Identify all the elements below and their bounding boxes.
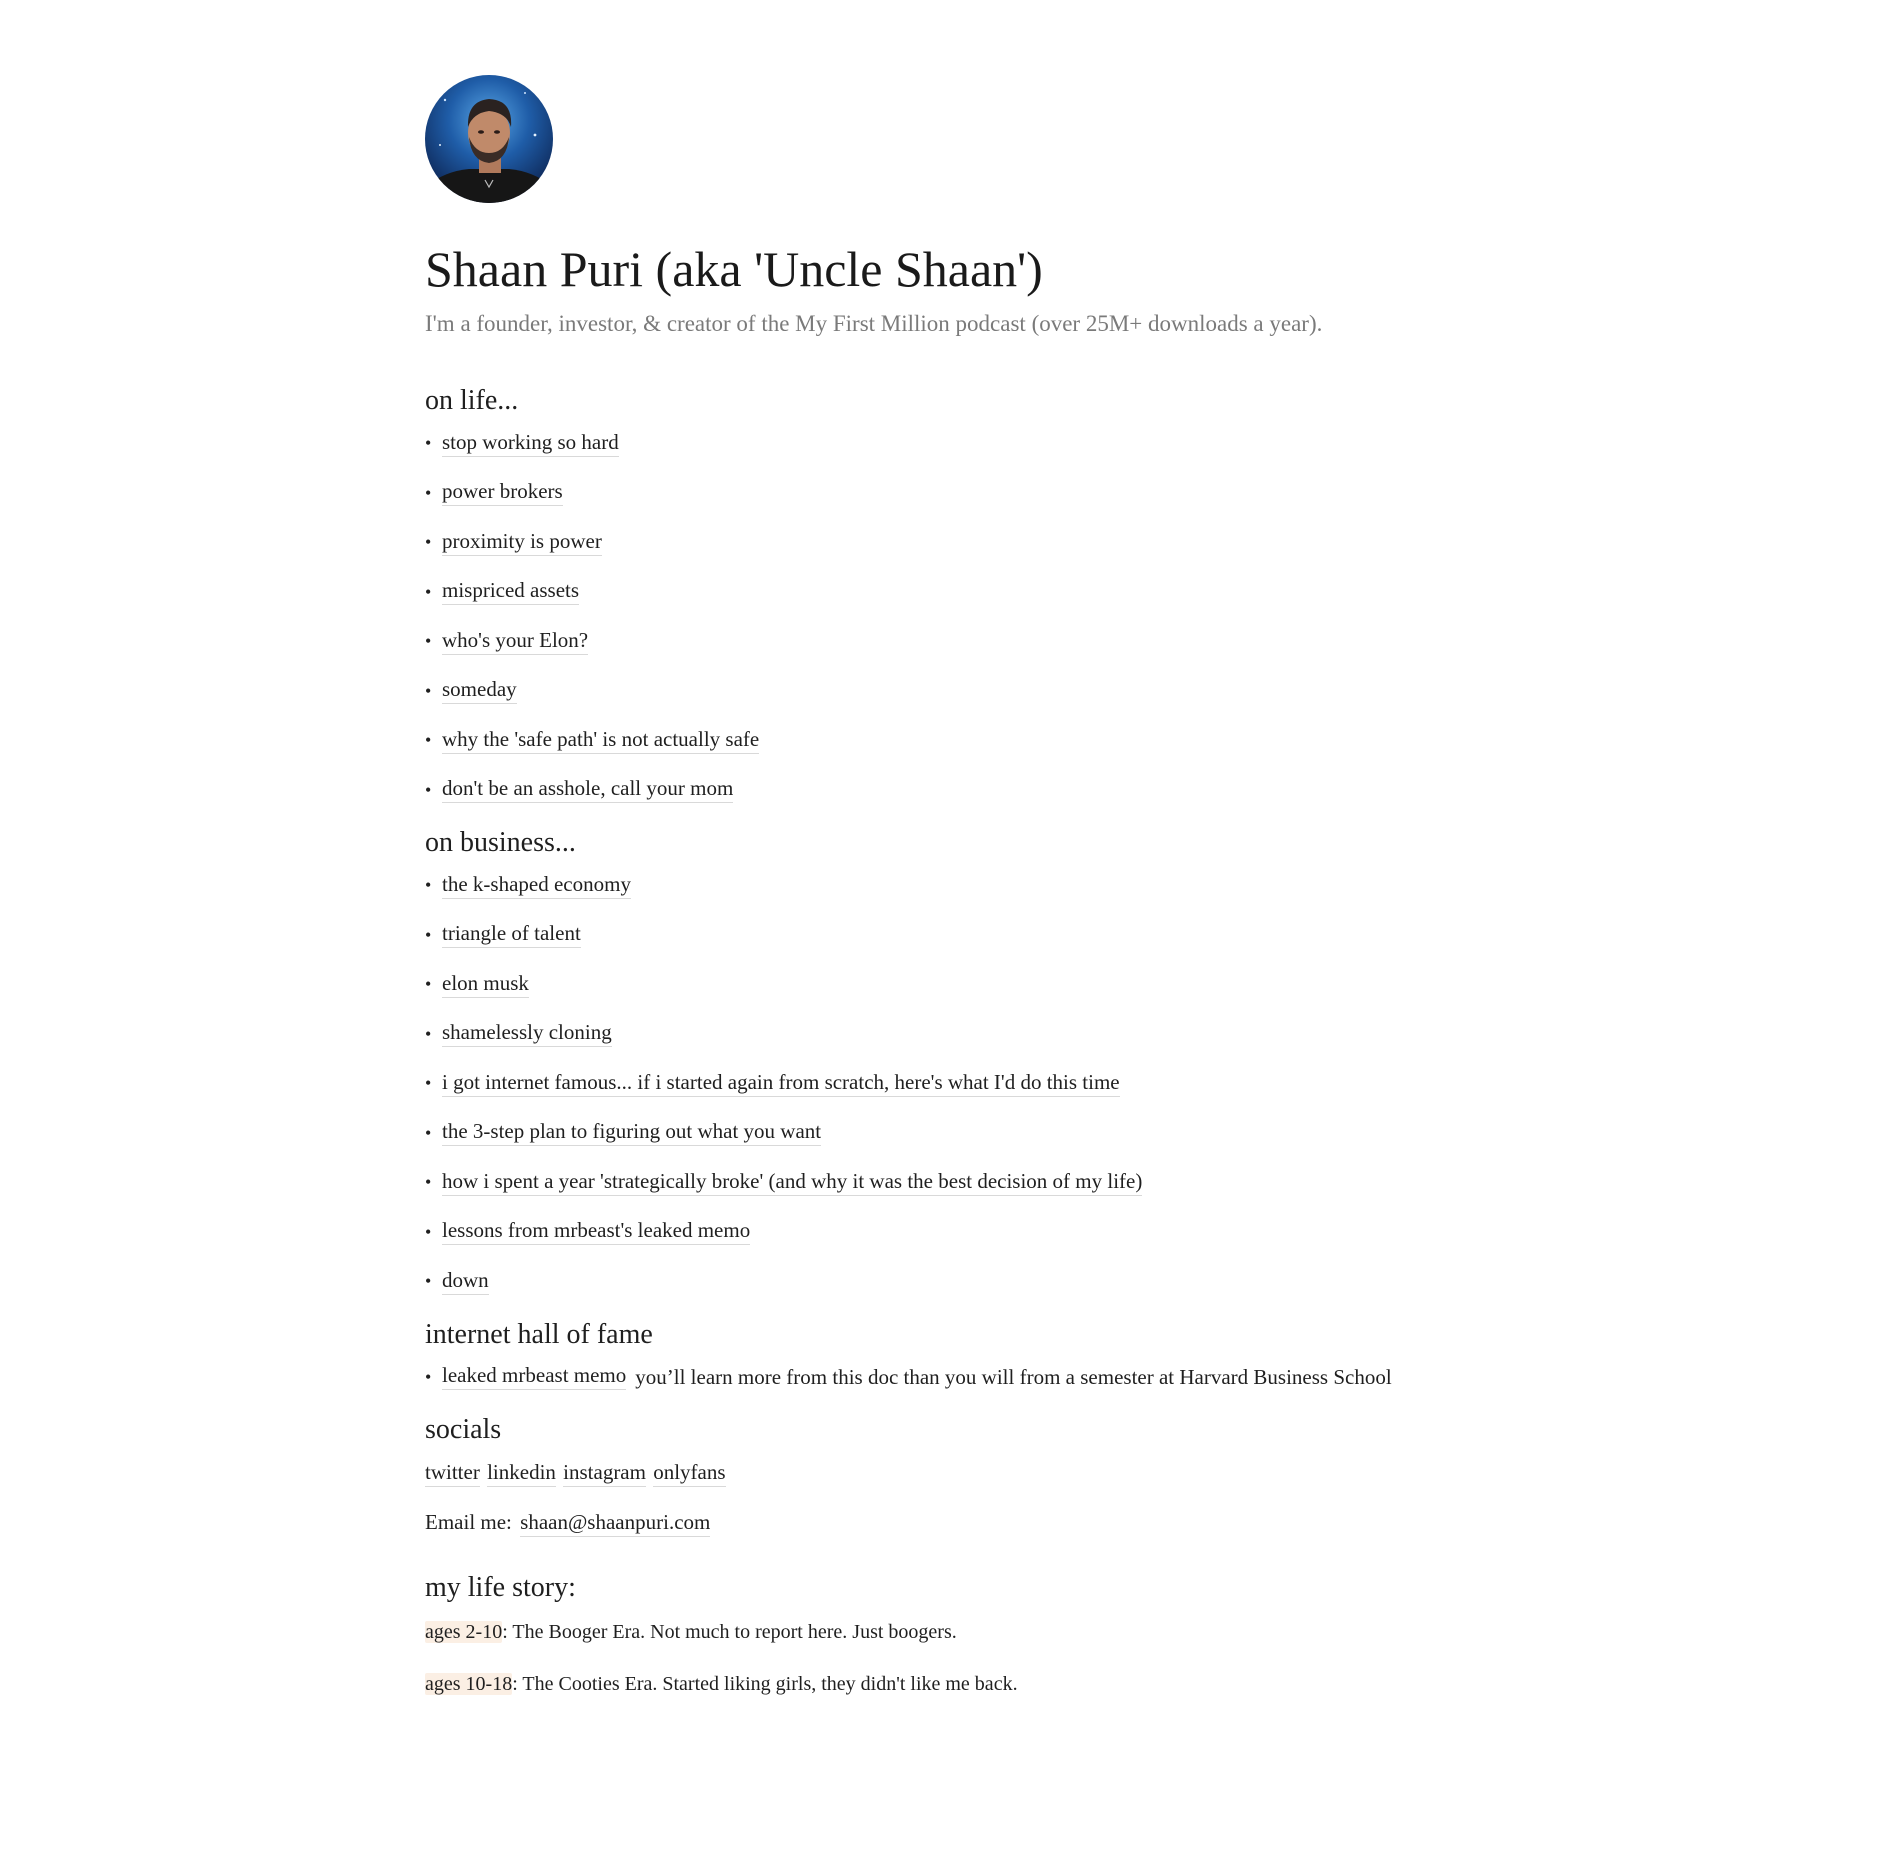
list-item: [425, 479, 1525, 507]
bullet: •: [425, 924, 432, 945]
social-links: [425, 1458, 1525, 1486]
bullet: •: [425, 680, 432, 701]
list-item: [425, 1069, 1525, 1097]
list-item: [425, 677, 1525, 705]
bullet: •: [425, 1271, 432, 1291]
bullet: •: [425, 581, 432, 602]
post-link[interactable]: triangle of talent: [442, 921, 581, 948]
email-row: [425, 1508, 1525, 1536]
instagram-link[interactable]: instagram: [563, 1460, 646, 1487]
bullet: •: [425, 482, 432, 503]
life-story-entry: [425, 1670, 1525, 1698]
list-item: [425, 528, 1525, 556]
life-story-entry: [425, 1618, 1525, 1646]
life-story-age-label: ages 2-10: [425, 1621, 503, 1643]
life-story-age-label: ages 10-18: [425, 1673, 513, 1695]
list-item: [425, 871, 1525, 899]
avatar-illustration: [425, 75, 553, 203]
section-heading-on-business: on business...: [425, 827, 576, 858]
bullet: •: [425, 1023, 432, 1044]
list-item: [425, 1168, 1525, 1196]
life-story-text: : The Booger Era. Not much to report here. Just boogers.: [502, 1621, 957, 1643]
post-link[interactable]: someday: [442, 677, 517, 704]
linkedin-link[interactable]: linkedin: [487, 1460, 556, 1487]
bullet: •: [425, 433, 432, 453]
post-link[interactable]: power brokers: [442, 479, 563, 506]
post-link[interactable]: i got internet famous... if i started again from scratch, here's what I'd do this time: [442, 1070, 1120, 1097]
section-heading-on-life: on life...: [425, 385, 519, 416]
bullet: •: [425, 730, 432, 750]
section-heading-socials: socials: [425, 1414, 502, 1445]
page-title: Shaan Puri (aka 'Uncle Shaan'): [425, 241, 1043, 297]
list-item: [425, 1218, 1525, 1246]
section-heading-life-story: my life story:: [425, 1572, 576, 1603]
email-link[interactable]: shaan@shaanpuri.com: [520, 1510, 710, 1537]
post-link[interactable]: leaked mrbeast memo: [442, 1363, 626, 1390]
hall-of-fame-list: [425, 1363, 1525, 1391]
post-link[interactable]: stop working so hard: [442, 430, 619, 457]
onlyfans-link[interactable]: onlyfans: [653, 1460, 725, 1487]
bullet: •: [425, 1172, 432, 1192]
email-label: Email me:: [425, 1510, 512, 1534]
list-item: [425, 578, 1525, 606]
bullet: •: [425, 631, 432, 651]
post-link[interactable]: elon musk: [442, 971, 529, 998]
post-link[interactable]: mispriced assets: [442, 578, 579, 605]
list-item: [425, 627, 1525, 655]
list-item: [425, 726, 1525, 754]
post-link[interactable]: the k-shaped economy: [442, 872, 631, 899]
on-business-list: [425, 871, 1525, 1295]
list-item: [425, 429, 1525, 457]
post-link[interactable]: how i spent a year 'strategically broke' (and why it was the best decision of my life): [442, 1169, 1142, 1196]
bullet: •: [425, 779, 432, 800]
post-link[interactable]: shamelessly cloning: [442, 1020, 612, 1047]
list-item: [425, 1267, 1525, 1295]
post-link[interactable]: don't be an asshole, call your mom: [442, 776, 733, 803]
twitter-link[interactable]: twitter: [425, 1460, 480, 1487]
bullet: •: [425, 532, 432, 552]
post-link[interactable]: down: [442, 1268, 489, 1295]
list-item: [425, 1020, 1525, 1048]
list-item: [425, 921, 1525, 949]
list-item: [425, 1363, 1525, 1391]
bullet: •: [425, 1221, 432, 1242]
list-item: [425, 970, 1525, 998]
bullet: •: [425, 1366, 432, 1387]
page-subtitle: I'm a founder, investor, & creator of the My First Million podcast (over 25M+ downloads a year).: [425, 311, 1323, 336]
avatar: [425, 75, 553, 203]
post-link[interactable]: who's your Elon?: [442, 628, 588, 655]
life-story-text: : The Cooties Era. Started liking girls, they didn't like me back.: [512, 1673, 1018, 1695]
hall-of-fame-description: you’ll learn more from this doc than you will from a semester at Harvard Business School: [635, 1364, 1392, 1389]
post-link[interactable]: the 3-step plan to figuring out what you want: [442, 1119, 821, 1146]
section-heading-hall-of-fame: internet hall of fame: [425, 1318, 653, 1350]
post-link[interactable]: proximity is power: [442, 529, 602, 556]
post-link[interactable]: lessons from mrbeast's leaked memo: [442, 1218, 750, 1245]
bullet: •: [425, 1073, 432, 1093]
bullet: •: [425, 974, 432, 994]
bullet: •: [425, 1122, 432, 1143]
page-content: [425, 75, 1525, 1698]
bullet: •: [425, 875, 432, 895]
post-link[interactable]: why the 'safe path' is not actually safe: [442, 727, 759, 754]
list-item: [425, 776, 1525, 804]
on-life-list: [425, 429, 1525, 804]
list-item: [425, 1119, 1525, 1147]
